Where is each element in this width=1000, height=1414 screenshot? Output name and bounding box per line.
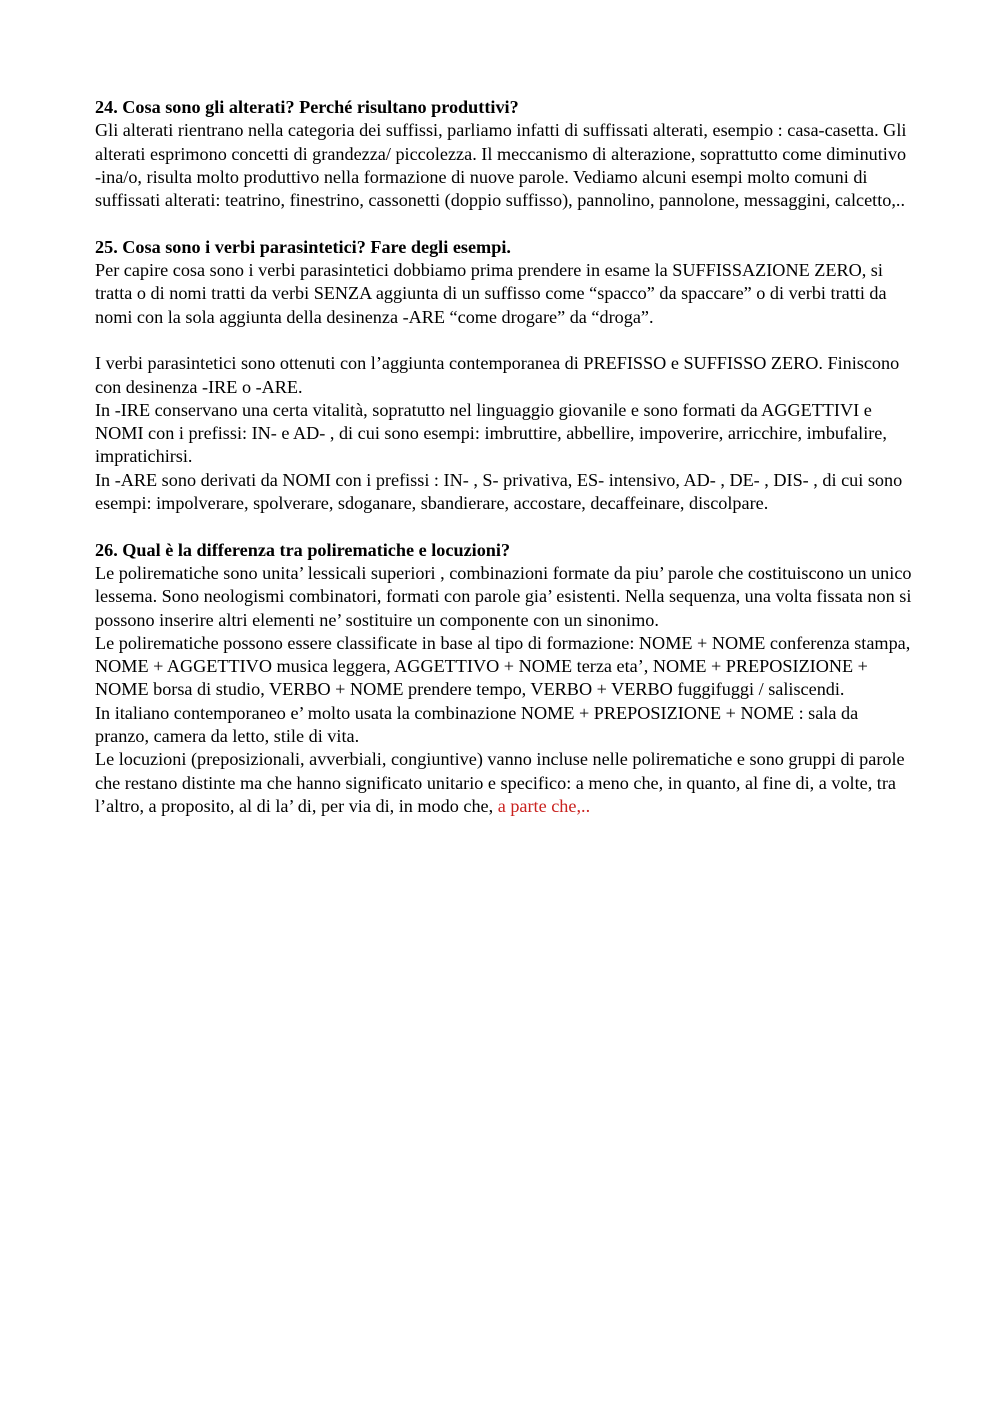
- paragraph: In italiano contemporaneo e’ molto usata la combinazione NOME + PREPOSIZIONE + NOME : sala da pranzo, camera da letto, stile di vita.: [95, 702, 859, 747]
- question-heading: 26. Qual è la differenza tra polirematiche e locuzioni?: [95, 539, 511, 560]
- section-24: [95, 96, 915, 212]
- paragraph: Le polirematiche possono essere classificate in base al tipo di formazione: NOME + NOME conferenza stampa, NOME + AGGETTIVO musica leggera, AGGETTIVO + NOME terza eta’, NOME + PREPOSIZIONE + NOME borsa di studio, VERBO + NOME prendere tempo, VERBO + VERBO fuggifuggi / saliscendi.: [95, 632, 911, 700]
- paragraph: Gli alterati rientrano nella categoria dei suffissi, parliamo infatti di suffissati alterati, esempio : casa-casetta. Gli alterati esprimono concetti di grandezza/ piccolezza. Il meccanismo di alterazione, soprattutto come diminutivo -ina/o, risulta molto produttivo nella formazione di nuove parole. Vediamo alcuni esempi molto comuni di suffissati alterati: teatrino, finestrino, cassonetti (doppio suffisso), pannolino, pannolone, messaggini, calcetto,..: [95, 120, 907, 211]
- paragraph: I verbi parasintetici sono ottenuti con l’aggiunta contemporanea di PREFISSO e SUFFISSO ZERO. Finiscono con desinenza -IRE o -ARE.: [95, 353, 900, 397]
- paragraph-last: [95, 748, 915, 818]
- paragraph: In -ARE sono derivati da NOMI con i prefissi : IN- , S- privativa, ES- intensivo, AD- , DE- , DIS- , di cui sono esempi: impolverare, spolverare, sdoganare, sbandierare, accostare, decaffeinare, discolpare.: [95, 469, 903, 514]
- paragraph: Le polirematiche sono unita’ lessicali superiori , combinazioni formate da piu’ parole che costituiscono un unico lessema. Sono neologismi combinatori, formati con parole gia’ esistenti. Nella sequenza, una volta fissata non si possono inserire altri elementi ne’ sostituire un componente con un sinonimo.: [95, 562, 912, 630]
- question-heading: 25. Cosa sono i verbi parasintetici? Fare degli esempi.: [95, 236, 511, 257]
- section-25: [95, 236, 915, 516]
- blank-line: [95, 329, 915, 352]
- question-heading: 24. Cosa sono gli alterati? Perché risultano produttivi?: [95, 97, 519, 117]
- section-26: [95, 539, 915, 819]
- highlighted-text: a parte che,..: [497, 795, 591, 816]
- document-page: [95, 96, 915, 842]
- paragraph-text: Le locuzioni (preposizionali, avverbiali, congiuntive) vanno incluse nelle polirematiche e sono gruppi di parole che restano distinte ma che hanno significato unitario e specifico: a meno che, in quanto, al fine di, a volte, tra l’altro, a proposito, al di la’ di, per via di, in modo che,: [95, 749, 905, 816]
- paragraph: In -IRE conservano una certa vitalità, sopratutto nel linguaggio giovanile e sono formati da AGGETTIVI e NOMI con i prefissi: IN- e AD- , di cui sono esempi: imbruttire, abbellire, impoverire, arricchire, imbufalire, impratichirsi.: [95, 399, 887, 467]
- paragraph: Per capire cosa sono i verbi parasintetici dobbiamo prima prendere in esame la SUFFISSAZIONE ZERO, si tratta o di nomi tratti da verbi SENZA aggiunta di un suffisso come “spacco” da spaccare” o di verbi tratti da nomi con la sola aggiunta della desinenza -ARE “come drogare” da “droga”.: [95, 260, 887, 327]
